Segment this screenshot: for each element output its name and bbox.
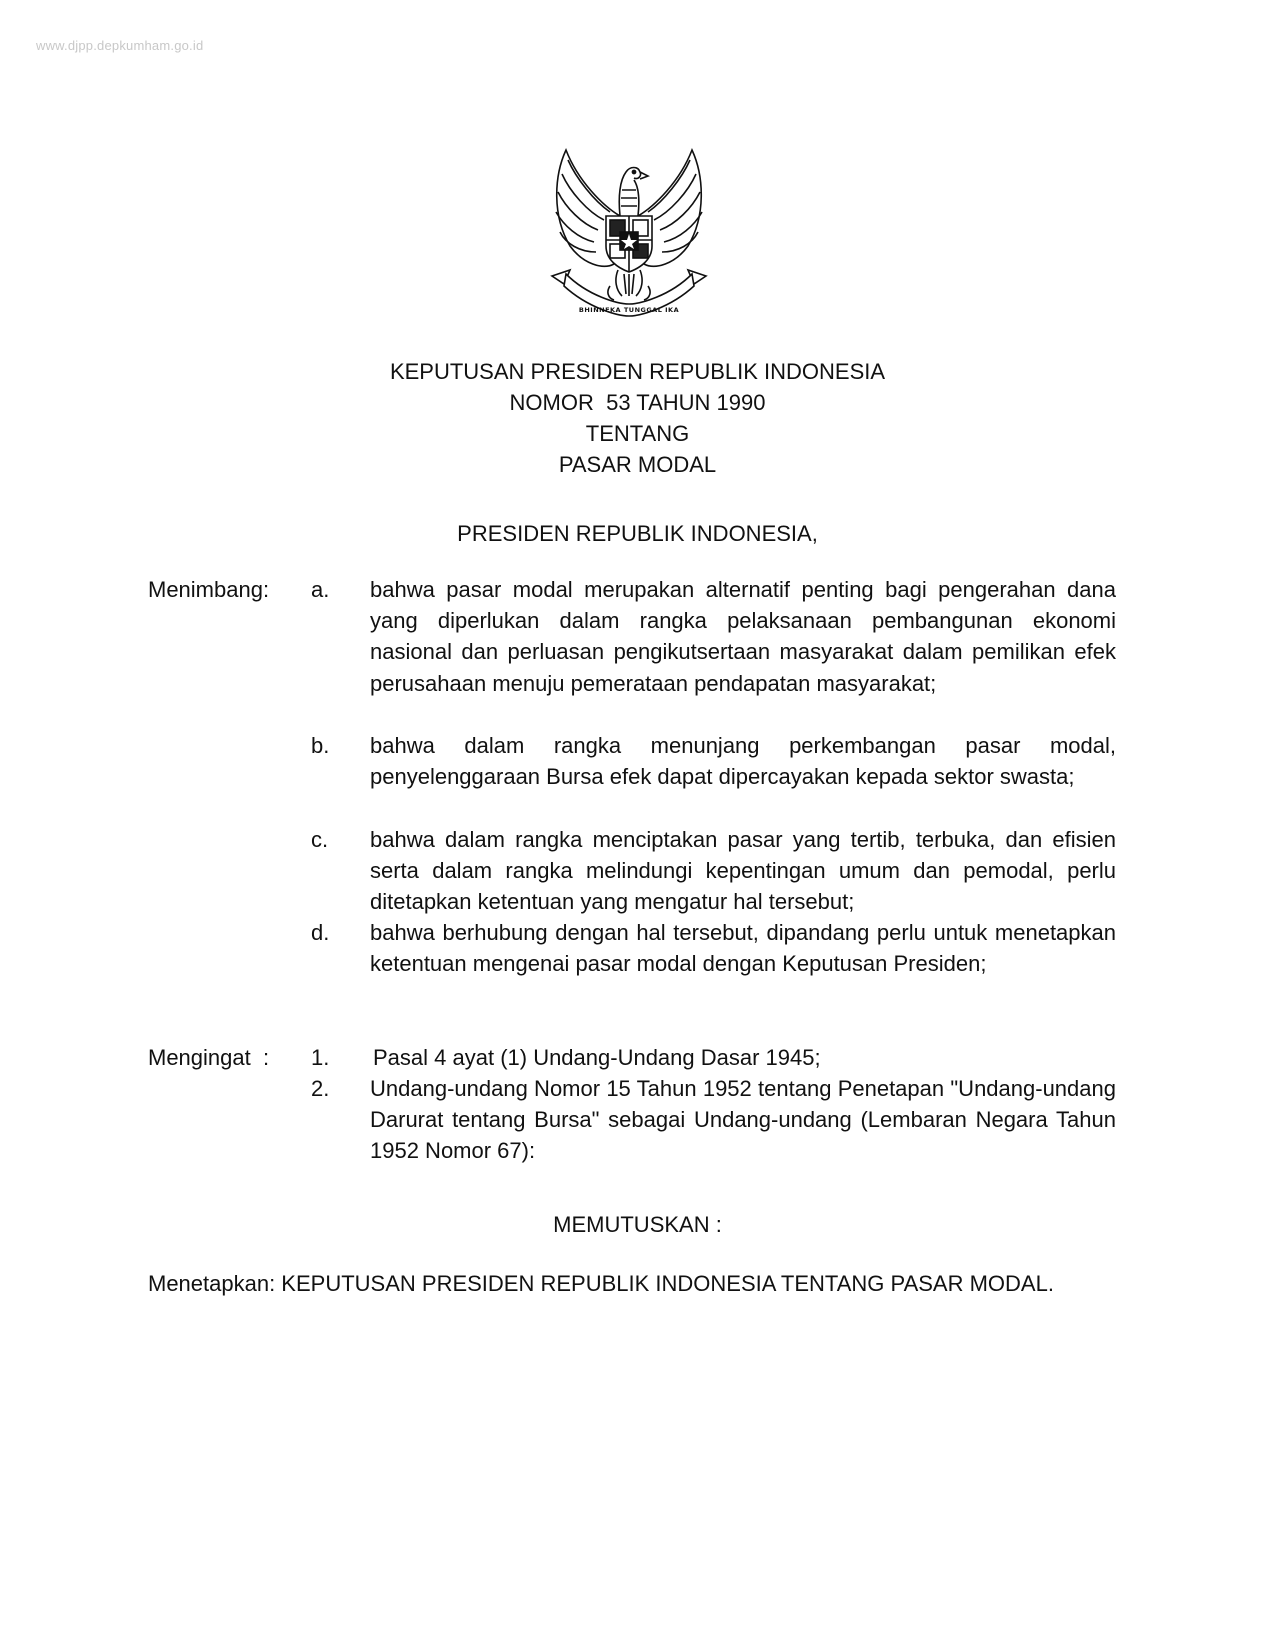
decree-title [0,356,1275,480]
item-text: Pasal 4 ayat (1) Undang-Undang Dasar 1945; [373,1045,821,1070]
title-line-2: NOMOR 53 TAHUN 1990 [509,390,766,415]
item-marker: a. [311,577,330,602]
garuda-emblem-icon [548,146,710,322]
title-line-3: TENTANG [585,421,690,446]
item-text: Undang-undang Nomor 15 Tahun 1952 tentang Penetapan "Undang-undang Darurat tentang Bursa" sebagai Undang-undang (Lembaran Negara Tahun 1952 Nomor 67): [370,1076,1116,1164]
menetapkan-line: Menetapkan: KEPUTUSAN PRESIDEN REPUBLIK INDONESIA TENTANG PASAR MODAL. [148,1271,1054,1296]
mengingat-label: Mengingat : [148,1045,270,1070]
item-marker: d. [311,920,330,945]
item-text: bahwa dalam rangka menciptakan pasar yang tertib, terbuka, dan efisien serta dalam rangka melindungi kepentingan umum dan pemodal, perlu ditetapkan ketentuan yang mengatur hal tersebut; [370,827,1116,915]
item-marker: 2. [311,1076,330,1101]
item-text: bahwa pasar modal merupakan alternatif penting bagi pengerahan dana yang diperlukan dalam rangka pelaksanaan pembangunan ekonomi nasional dan perluasan pengikutsertaan masyarakat dalam pemilikan efek perusahaan menuju pemerataan pendapatan masyarakat; [370,577,1116,696]
watermark-url: www.djpp.depkumham.go.id [36,38,204,53]
item-marker: b. [311,733,330,758]
svg-text:BHINNEKA TUNGGAL IKA: BHINNEKA TUNGGAL IKA [578,306,680,314]
memutuskan-heading: MEMUTUSKAN : [553,1212,722,1237]
item-text: bahwa dalam rangka menunjang perkembangan pasar modal, penyelenggaraan Bursa efek dapat dipercayakan kepada sektor swasta; [370,733,1116,790]
menimbang-label: Menimbang: [148,577,270,602]
item-marker: c. [311,827,329,852]
item-marker: 1. [311,1045,330,1070]
president-heading: PRESIDEN REPUBLIK INDONESIA, [457,521,818,546]
title-line-1: KEPUTUSAN PRESIDEN REPUBLIK INDONESIA [389,359,886,384]
item-text: bahwa berhubung dengan hal tersebut, dipandang perlu untuk menetapkan ketentuan mengenai pasar modal dengan Keputusan Presiden; [370,920,1116,977]
title-line-4: PASAR MODAL [558,452,717,477]
